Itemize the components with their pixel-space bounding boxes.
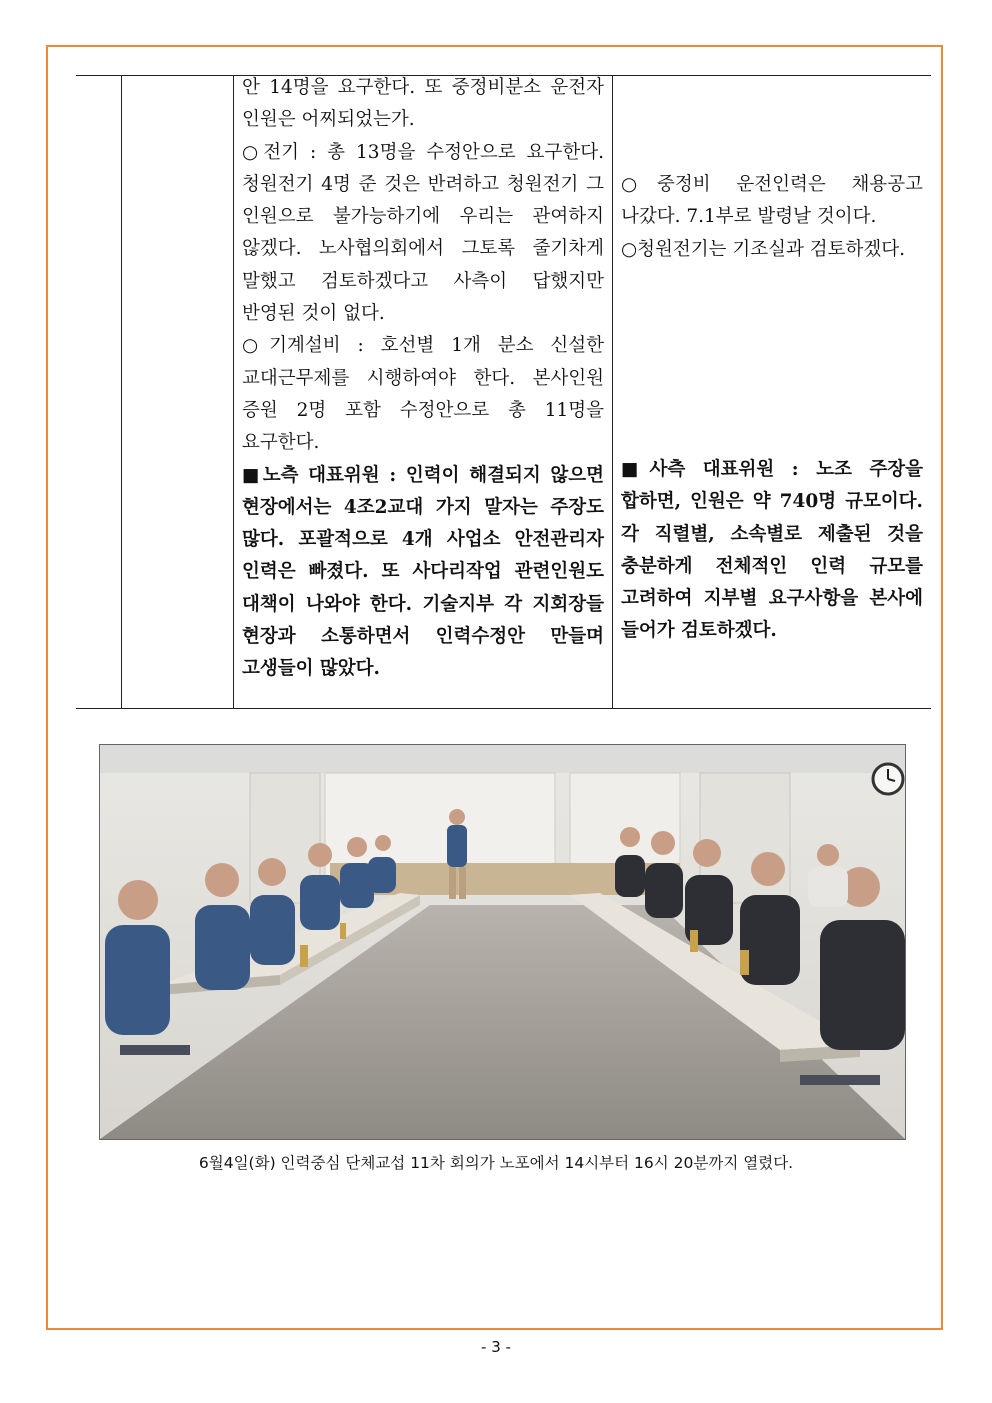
management-response-cell [621,169,923,266]
union-paragraph-electric: ○전기 : 총 13명을 수정안으로 요구한다. 청원전기 4명 준 것은 반려하고 청원전기 그 인원으로 불가능하기에 우리는 관여하지 않겠다. 노사협의회에서 그토록 줄기차게 말했고 검토하겠다고 사측이 답했지만 반영된 것이 없다. [242,141,604,325]
table-bottom-border [76,708,931,709]
table-col-divider-1 [121,75,122,708]
table-col-divider-3 [612,75,613,708]
page-number: - 3 - [481,1338,511,1356]
management-paragraph-maintenance: ○중정비 운전인력은 채용공고 나갔다. 7.1부로 발령날 것이다. [621,174,923,228]
meeting-room-illustration [100,745,905,1139]
meeting-photo [99,744,906,1140]
management-representative-statement: ■사측 대표위원 : 노조 주장을 합하면, 인원은 약 740명 규모이다. 각 직렬별, 소속별로 제출된 것을 충분하게 전체적인 인력 규모를 고려하여 지부별 요구사항을 본사에 들어가 검토하겠다. [621,459,923,642]
union-paragraph-1: 안 14명을 요구한다. 또 중정비분소 운전자 인원은 어찌되었는가. [242,77,604,131]
union-statement-cell [242,72,604,686]
table-col-divider-2 [233,75,234,708]
union-paragraph-mechanical: ○기계설비 : 호선별 1개 분소 신설한 교대근무제를 시행하여야 한다. 본사인원 증원 2명 포함 수정안으로 총 11명을 요구한다. [242,335,604,454]
photo-caption: 6월4일(화) 인력중심 단체교섭 11차 회의가 노포에서 14시부터 16시 20분까지 열렸다. [198,1154,794,1172]
management-paragraph-electric: ○청원전기는 기조실과 검토하겠다. [621,238,905,260]
union-representative-statement: ■노측 대표위원 : 인력이 해결되지 않으면 현장에서는 4조2교대 가지 말자는 주장도 많다. 포괄적으로 4개 사업소 안전관리자 인력은 빠졌다. 또 사다리작업 관련인원도 대책이 나와야 한다. 기술지부 각 지회장들 현장과 소통하면서 인력수정안 만들며 고생들이 많았다. [242,464,604,680]
management-representative-cell [621,454,923,648]
